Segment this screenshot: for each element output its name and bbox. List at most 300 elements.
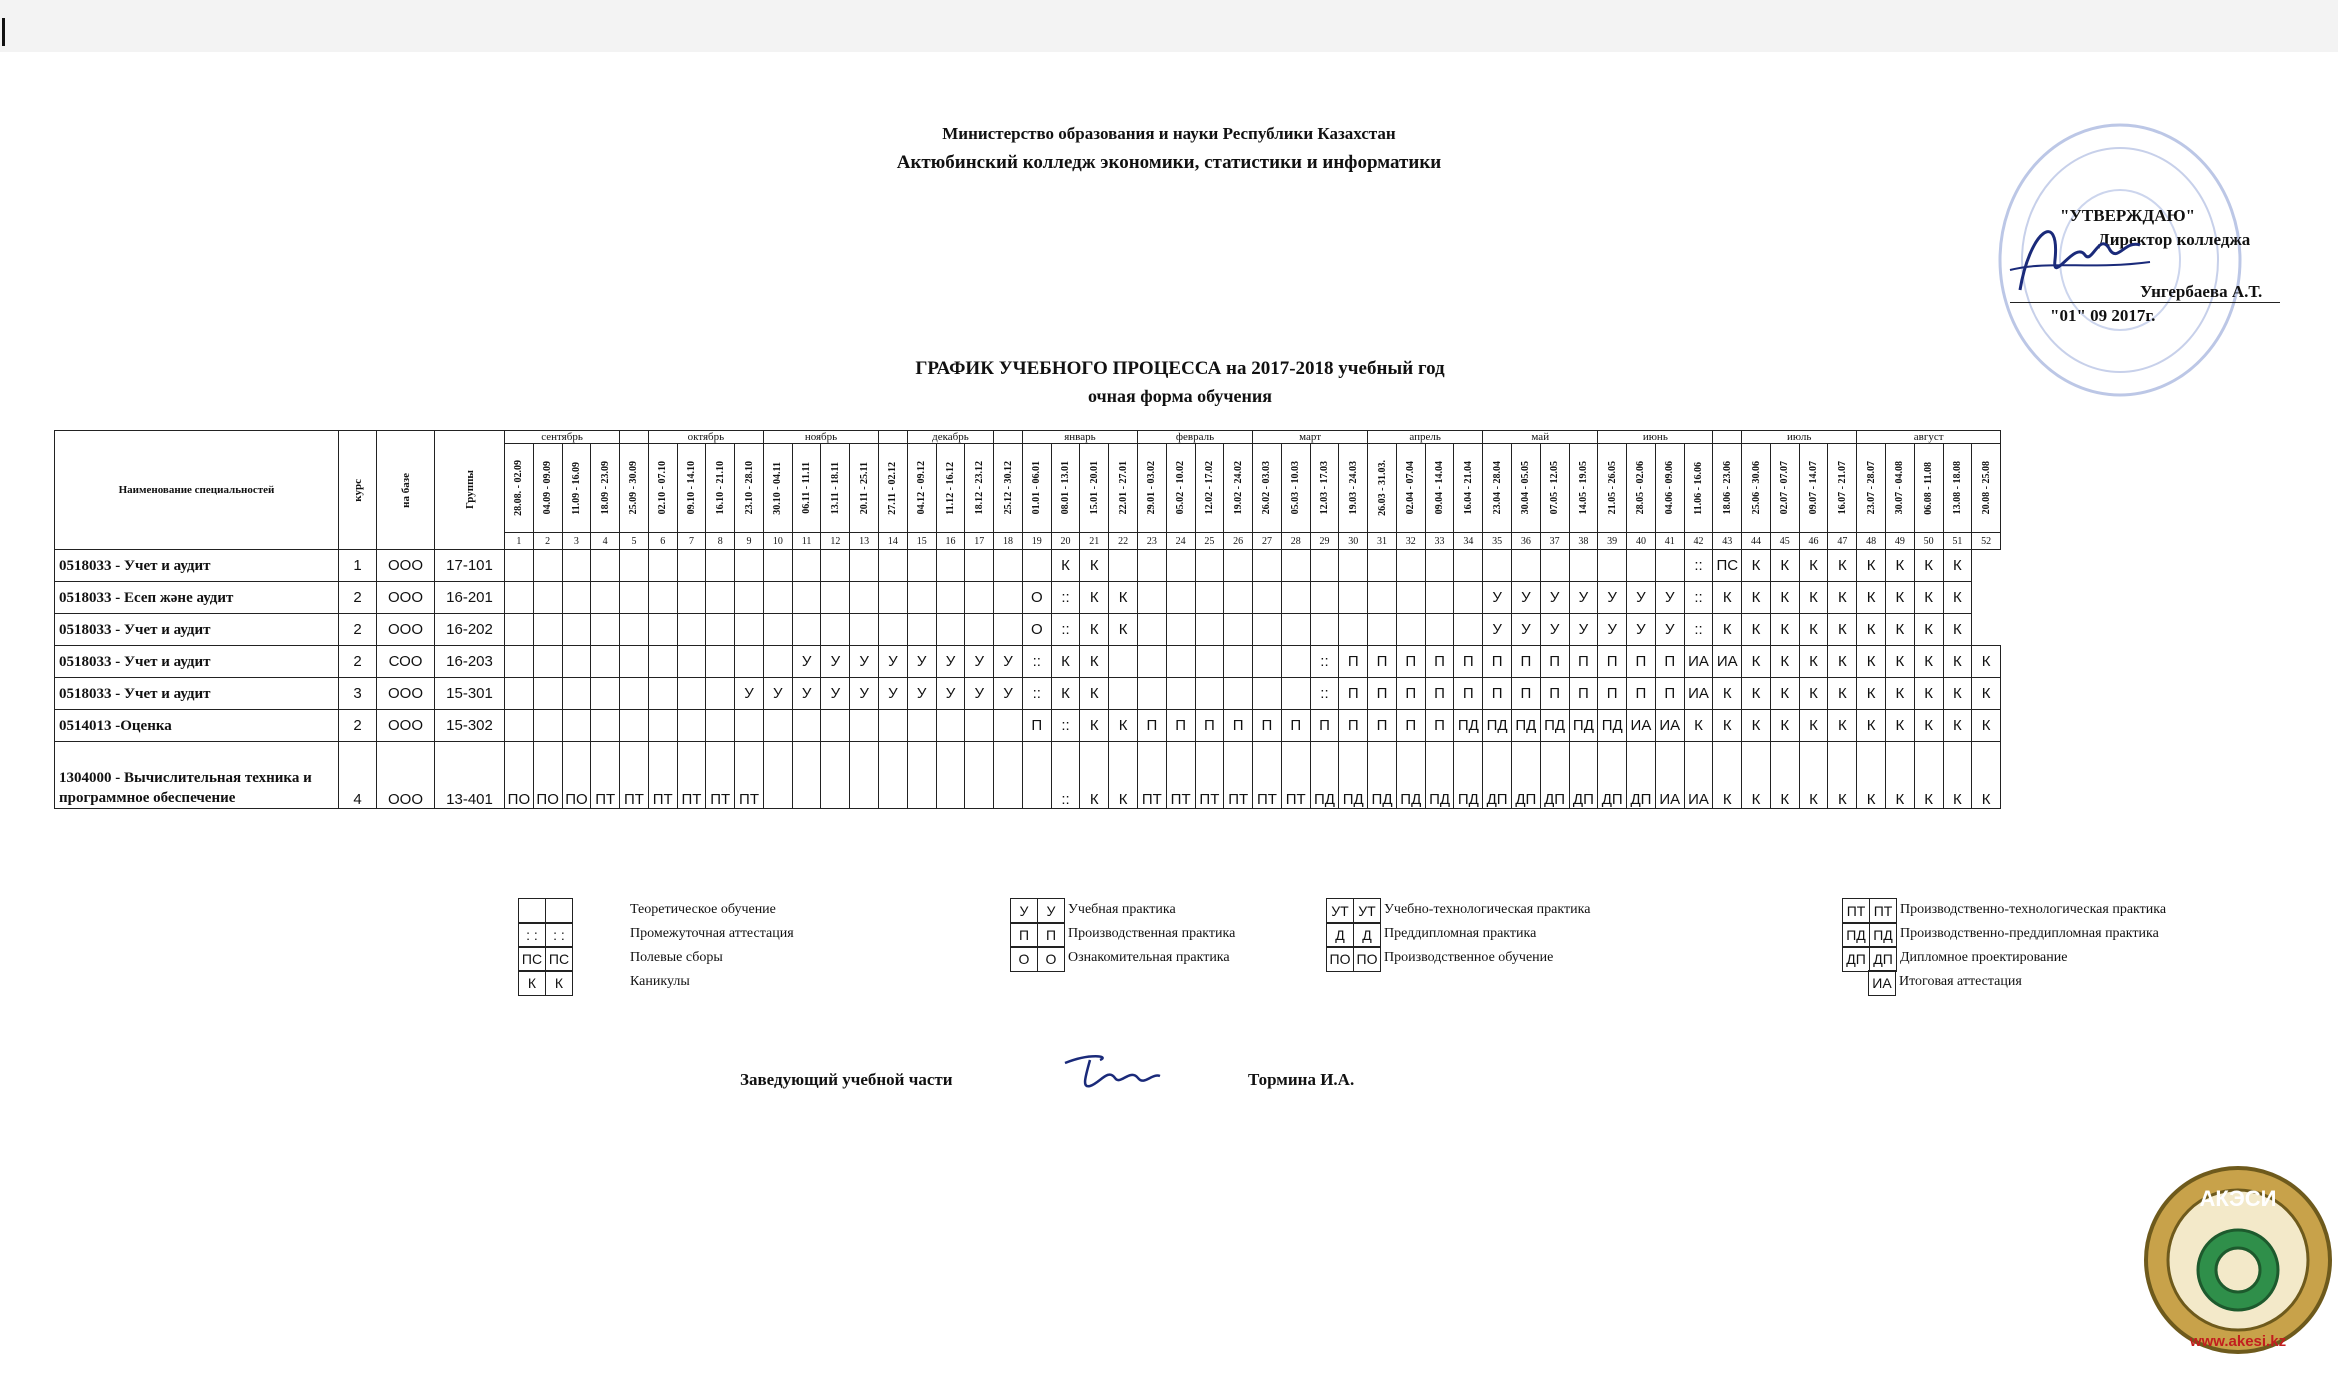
week-number: 40 [1627, 533, 1656, 550]
schedule-cell: К [1742, 710, 1771, 742]
week-range [1943, 444, 1972, 533]
schedule-cell: О [1022, 582, 1051, 614]
week-number: 11 [792, 533, 821, 550]
legend-label: Дипломное проектирование [1900, 950, 2068, 965]
schedule-cell: П [1540, 646, 1569, 678]
schedule-cell [620, 614, 649, 646]
schedule-cell: О [1022, 614, 1051, 646]
week-range-label: 04.12 - 09.12 [916, 461, 928, 515]
schedule-cell: П [1655, 646, 1684, 678]
week-range-label: 29.01 - 03.02 [1146, 461, 1158, 515]
week-range-label: 19.02 - 24.02 [1232, 461, 1244, 515]
month-header [620, 431, 649, 444]
week-range-label: 11.09 - 16.09 [570, 461, 582, 515]
week-range [648, 444, 677, 533]
schedule-cell [1310, 582, 1339, 614]
schedule-cell [1166, 678, 1195, 710]
schedule-cell: К [1742, 646, 1771, 678]
schedule-cell: П [1598, 678, 1627, 710]
schedule-cell: К [1080, 550, 1109, 582]
schedule-cell: У [994, 678, 1023, 710]
specialty-cell: 0518033 - Учет и аудит [55, 614, 339, 646]
schedule-title: ГРАФИК УЧЕБНОГО ПРОЦЕССА на 2017-2018 учебный год [915, 358, 1445, 379]
legend-code: ПС [521, 951, 543, 967]
schedule-cell [1166, 614, 1195, 646]
legend-label: Производственно-преддипломная практика [1900, 926, 2159, 941]
month-header: июнь [1598, 431, 1713, 444]
month-header [1713, 431, 1742, 444]
week-range [1742, 444, 1771, 533]
schedule-cell [879, 582, 908, 614]
schedule-cell [850, 550, 879, 582]
schedule-cell: ПД [1368, 742, 1397, 809]
schedule-cell [677, 646, 706, 678]
schedule-cell: К [1828, 742, 1857, 809]
legend-code: ПД [1869, 923, 1896, 947]
schedule-cell: К [1914, 614, 1943, 646]
schedule-cell: К [1051, 678, 1080, 710]
week-range-label: 30.07 - 04.08 [1894, 461, 1906, 515]
schedule-cell [1253, 550, 1282, 582]
schedule-cell [1339, 614, 1368, 646]
schedule-cell: У [1540, 582, 1569, 614]
schedule-cell [1511, 550, 1540, 582]
schedule-cell [1368, 614, 1397, 646]
week-number: 1 [505, 533, 534, 550]
legend-label: Производственное обучение [1384, 950, 1554, 965]
week-range [1109, 444, 1138, 533]
schedule-cell [936, 742, 965, 809]
schedule-cell: К [1799, 678, 1828, 710]
schedule-cell: П [1483, 678, 1512, 710]
schedule-cell [591, 678, 620, 710]
schedule-cell [994, 614, 1023, 646]
week-range [505, 444, 534, 533]
legend-code: П [1018, 927, 1030, 943]
week-range [1195, 444, 1224, 533]
schedule-cell [936, 582, 965, 614]
schedule-cell [533, 678, 562, 710]
schedule-cell [879, 614, 908, 646]
week-range [562, 444, 591, 533]
month-header: май [1483, 431, 1598, 444]
schedule-cell: К [1914, 550, 1943, 582]
legend-swatch [1010, 922, 1065, 948]
week-range-label: 16.04 - 21.04 [1462, 461, 1474, 515]
ministry-title: Министерство образования и науки Республики Казахстан [942, 124, 1396, 143]
week-range-label: 22.01 - 27.01 [1117, 461, 1129, 515]
week-range-label: 28.08. - 02.09 [513, 460, 525, 516]
schedule-cell: К [1770, 582, 1799, 614]
legend-label: Преддипломная практика [1384, 926, 1537, 941]
schedule-cell [1195, 678, 1224, 710]
specialty-cell: 0518033 - Учет и аудит [55, 678, 339, 710]
legend-code: : : [545, 923, 572, 947]
week-number: 42 [1684, 533, 1713, 550]
schedule-cell [907, 614, 936, 646]
schedule-cell: ИА [1713, 646, 1742, 678]
week-range-label: 09.04 - 14.04 [1434, 461, 1446, 515]
top-bar [0, 0, 2338, 52]
schedule-cell [1224, 646, 1253, 678]
schedule-cell: ПТ [1166, 742, 1195, 809]
schedule-cell: П [1310, 710, 1339, 742]
month-header: июль [1742, 431, 1857, 444]
schedule-cell [1281, 646, 1310, 678]
college-title: Актюбинский колледж экономики, статистики и информатики [896, 152, 1442, 173]
legend-code: Д [1335, 927, 1345, 943]
schedule-cell: П [1368, 646, 1397, 678]
header-specialty [55, 431, 339, 550]
month-header: январь [1022, 431, 1137, 444]
approve-position: Директор колледжа [2098, 230, 2251, 249]
legend-swatch [1010, 946, 1065, 972]
legend-swatch [518, 922, 573, 948]
schedule-cell [505, 646, 534, 678]
week-range-label: 02.07 - 07.07 [1779, 461, 1791, 515]
legend-label: Итоговая аттестация [1899, 974, 2022, 989]
schedule-cell [562, 646, 591, 678]
legend-label: Каникулы [630, 974, 690, 989]
schedule-cell: ПС [1713, 550, 1742, 582]
header-base-label: на базе [399, 472, 412, 508]
legend-code: О [1037, 947, 1064, 971]
schedule-cell: П [1425, 710, 1454, 742]
week-range-label: 04.09 - 09.09 [542, 461, 554, 515]
schedule-cell: :: [1051, 742, 1080, 809]
legend-code: УТ [1331, 903, 1349, 919]
legend-swatch [1842, 898, 1897, 924]
schedule-cell: ИА [1655, 710, 1684, 742]
schedule-cell: К [1972, 710, 2001, 742]
schedule-cell: К [1943, 582, 1972, 614]
schedule-cell [821, 582, 850, 614]
schedule-cell: К [1742, 550, 1771, 582]
legend-label: Учебная практика [1068, 902, 1176, 917]
schedule-cell: ПД [1540, 710, 1569, 742]
schedule-cell [1137, 646, 1166, 678]
schedule-cell [591, 646, 620, 678]
schedule-cell [763, 710, 792, 742]
schedule-cell [533, 710, 562, 742]
week-range [1886, 444, 1915, 533]
schedule-cell: У [1511, 582, 1540, 614]
week-range-label: 26.03 - 31.03. [1376, 460, 1388, 516]
schedule-cell: К [1799, 742, 1828, 809]
legend-label: Полевые сборы [630, 950, 723, 965]
schedule-cell: К [1972, 678, 2001, 710]
schedule-cell [1253, 646, 1282, 678]
week-range [879, 444, 908, 533]
schedule-cell [591, 582, 620, 614]
schedule-cell [1339, 582, 1368, 614]
logo-site: www.akesi.kz [2189, 1333, 2287, 1350]
schedule-cell: К [1742, 582, 1771, 614]
schedule-cell: ПД [1569, 710, 1598, 742]
schedule-cell [763, 742, 792, 809]
schedule-cell [1396, 614, 1425, 646]
schedule-cell: К [1828, 550, 1857, 582]
schedule-cell: К [1080, 678, 1109, 710]
schedule-cell: К [1770, 550, 1799, 582]
week-range-label: 11.06 - 16.06 [1692, 461, 1704, 515]
schedule-cell: У [1569, 614, 1598, 646]
week-number: 34 [1454, 533, 1483, 550]
schedule-cell [562, 550, 591, 582]
schedule-cell: К [1828, 614, 1857, 646]
schedule-cell: У [907, 646, 936, 678]
schedule-cell: К [1828, 582, 1857, 614]
schedule-cell [936, 614, 965, 646]
schedule-cell [706, 678, 735, 710]
course-cell: 2 [339, 582, 377, 614]
week-range-label: 02.10 - 07.10 [657, 461, 669, 515]
week-range-label: 16.07 - 21.07 [1836, 461, 1848, 515]
schedule-cell: П [1627, 678, 1656, 710]
base-cell: СОО [377, 646, 435, 678]
week-range [1396, 444, 1425, 533]
specialty-cell: 0514013 -Оценка [55, 710, 339, 742]
legend-swatch [1326, 946, 1381, 972]
week-range [1339, 444, 1368, 533]
table-row [55, 646, 2001, 678]
schedule-cell [792, 582, 821, 614]
schedule-cell [965, 742, 994, 809]
schedule-cell [533, 550, 562, 582]
schedule-cell [1368, 550, 1397, 582]
week-range-label: 21.05 - 26.05 [1606, 461, 1618, 515]
month-header: октябрь [648, 431, 763, 444]
schedule-cell [1137, 550, 1166, 582]
schedule-cell: У [1627, 614, 1656, 646]
schedule-cell: П [1339, 710, 1368, 742]
schedule-cell [994, 710, 1023, 742]
schedule-cell: ДП [1598, 742, 1627, 809]
week-range [591, 444, 620, 533]
schedule-cell: К [1770, 646, 1799, 678]
schedule-cell: П [1253, 710, 1282, 742]
schedule-cell [677, 710, 706, 742]
base-cell: ООО [377, 710, 435, 742]
table-row [55, 742, 2001, 809]
week-range [792, 444, 821, 533]
week-range-label: 11.12 - 16.12 [944, 461, 956, 515]
week-range-label: 05.02 - 10.02 [1175, 461, 1187, 515]
schedule-cell: П [1454, 646, 1483, 678]
week-number: 21 [1080, 533, 1109, 550]
week-number: 6 [648, 533, 677, 550]
week-range-label: 14.05 - 19.05 [1577, 461, 1589, 515]
group-cell: 15-302 [435, 710, 505, 742]
legend-code: ДП [1846, 951, 1866, 967]
schedule-cell [907, 582, 936, 614]
week-range [907, 444, 936, 533]
legend-swatch [1868, 970, 1896, 996]
week-range [1770, 444, 1799, 533]
schedule-cell: ИА [1684, 646, 1713, 678]
schedule-cell [1569, 550, 1598, 582]
schedule-cell: К [1914, 742, 1943, 809]
schedule-cell [965, 710, 994, 742]
week-range [1166, 444, 1195, 533]
schedule-cell: К [1857, 710, 1886, 742]
schedule-cell [1339, 550, 1368, 582]
week-number: 49 [1886, 533, 1915, 550]
schedule-cell [850, 742, 879, 809]
week-range [1224, 444, 1253, 533]
schedule-cell [907, 550, 936, 582]
schedule-cell [1598, 550, 1627, 582]
week-range-label: 13.11 - 18.11 [829, 461, 841, 515]
schedule-cell [648, 646, 677, 678]
month-header: сентябрь [505, 431, 620, 444]
legend-swatch [518, 970, 573, 996]
schedule-cell: К [1886, 710, 1915, 742]
schedule-cell [792, 710, 821, 742]
week-number: 18 [994, 533, 1023, 550]
schedule-cell: ИА [1627, 710, 1656, 742]
course-cell: 2 [339, 614, 377, 646]
legend-code: ПТ [1869, 899, 1896, 923]
legend-code: К [527, 975, 537, 991]
week-number: 23 [1137, 533, 1166, 550]
schedule-cell [1425, 582, 1454, 614]
schedule-cell [1022, 742, 1051, 809]
week-range-label: 02.04 - 07.04 [1405, 461, 1417, 515]
schedule-cell: У [821, 678, 850, 710]
week-number: 47 [1828, 533, 1857, 550]
schedule-cell [620, 550, 649, 582]
week-range-label: 18.12 - 23.12 [973, 461, 985, 515]
schedule-cell: У [735, 678, 764, 710]
schedule-cell [763, 582, 792, 614]
schedule-cell [1166, 582, 1195, 614]
schedule-cell [505, 678, 534, 710]
schedule-cell [1109, 550, 1138, 582]
schedule-cell: У [1483, 582, 1512, 614]
week-number: 5 [620, 533, 649, 550]
schedule-cell: К [1742, 678, 1771, 710]
approve-date: "01" 09 2017г. [2050, 306, 2156, 325]
schedule-cell: ПТ [1195, 742, 1224, 809]
week-range-label: 09.07 - 14.07 [1808, 461, 1820, 515]
schedule-cell: ПД [1396, 742, 1425, 809]
week-number: 10 [763, 533, 792, 550]
schedule-cell: К [1886, 742, 1915, 809]
schedule-cell: К [1857, 678, 1886, 710]
schedule-cell: У [879, 678, 908, 710]
schedule-cell [1137, 614, 1166, 646]
group-cell: 17-101 [435, 550, 505, 582]
course-cell: 1 [339, 550, 377, 582]
base-cell: ООО [377, 678, 435, 710]
schedule-cell [879, 710, 908, 742]
week-range [1080, 444, 1109, 533]
schedule-cell [505, 550, 534, 582]
schedule-cell: ПТ [706, 742, 735, 809]
week-number: 33 [1425, 533, 1454, 550]
week-number: 43 [1713, 533, 1742, 550]
week-number: 30 [1339, 533, 1368, 550]
week-range-label: 23.07 - 28.07 [1865, 461, 1877, 515]
week-number: 7 [677, 533, 706, 550]
schedule-cell: ДП [1627, 742, 1656, 809]
schedule-cell [1224, 582, 1253, 614]
schedule-cell: К [1799, 582, 1828, 614]
schedule-cell: :: [1051, 614, 1080, 646]
schedule-cell [505, 582, 534, 614]
schedule-cell: К [1943, 710, 1972, 742]
table-row [55, 582, 2001, 614]
week-number: 31 [1368, 533, 1397, 550]
schedule-cell: П [1598, 646, 1627, 678]
schedule-cell: :: [1051, 710, 1080, 742]
week-number: 38 [1569, 533, 1598, 550]
week-number: 14 [879, 533, 908, 550]
schedule-cell [1281, 550, 1310, 582]
college-logo [2140, 1162, 2336, 1358]
schedule-cell [1425, 614, 1454, 646]
schedule-cell [1310, 614, 1339, 646]
week-number: 25 [1195, 533, 1224, 550]
schedule-cell [763, 550, 792, 582]
week-number: 39 [1598, 533, 1627, 550]
week-range [735, 444, 764, 533]
schedule-cell [792, 742, 821, 809]
schedule-cell [1281, 678, 1310, 710]
schedule-cell: К [1914, 646, 1943, 678]
group-cell: 16-203 [435, 646, 505, 678]
schedule-cell: П [1281, 710, 1310, 742]
schedule-cell: К [1857, 582, 1886, 614]
course-cell: 4 [339, 742, 377, 809]
schedule-cell [936, 710, 965, 742]
week-number: 36 [1511, 533, 1540, 550]
schedule-cell: ПТ [1281, 742, 1310, 809]
specialty-cell: 0518033 - Учет и аудит [55, 646, 339, 678]
schedule-cell: К [1799, 710, 1828, 742]
schedule-cell: П [1224, 710, 1253, 742]
schedule-cell: У [763, 678, 792, 710]
schedule-cell: К [1080, 742, 1109, 809]
week-number: 41 [1655, 533, 1684, 550]
week-range-label: 15.01 - 20.01 [1088, 461, 1100, 515]
schedule-cell [763, 646, 792, 678]
schedule-cell [850, 710, 879, 742]
week-number: 22 [1109, 533, 1138, 550]
week-number: 32 [1396, 533, 1425, 550]
schedule-cell: К [1080, 582, 1109, 614]
header-course [339, 431, 377, 550]
week-range-label: 13.08 - 18.08 [1951, 461, 1963, 515]
schedule-cell: П [1511, 678, 1540, 710]
schedule-cell: К [1972, 646, 2001, 678]
legend-code: ПО [1353, 947, 1380, 971]
schedule-cell: ПД [1511, 710, 1540, 742]
week-range-label: 07.05 - 12.05 [1549, 461, 1561, 515]
week-range [1828, 444, 1857, 533]
schedule-cell [706, 646, 735, 678]
month-header: декабрь [907, 431, 993, 444]
schedule-cell: П [1655, 678, 1684, 710]
schedule-cell: :: [1684, 614, 1713, 646]
week-range-label: 08.01 - 13.01 [1060, 461, 1072, 515]
schedule-cell: ПТ [677, 742, 706, 809]
schedule-cell [505, 710, 534, 742]
schedule-cell: ПД [1454, 710, 1483, 742]
schedule-cell [1224, 678, 1253, 710]
week-number: 12 [821, 533, 850, 550]
